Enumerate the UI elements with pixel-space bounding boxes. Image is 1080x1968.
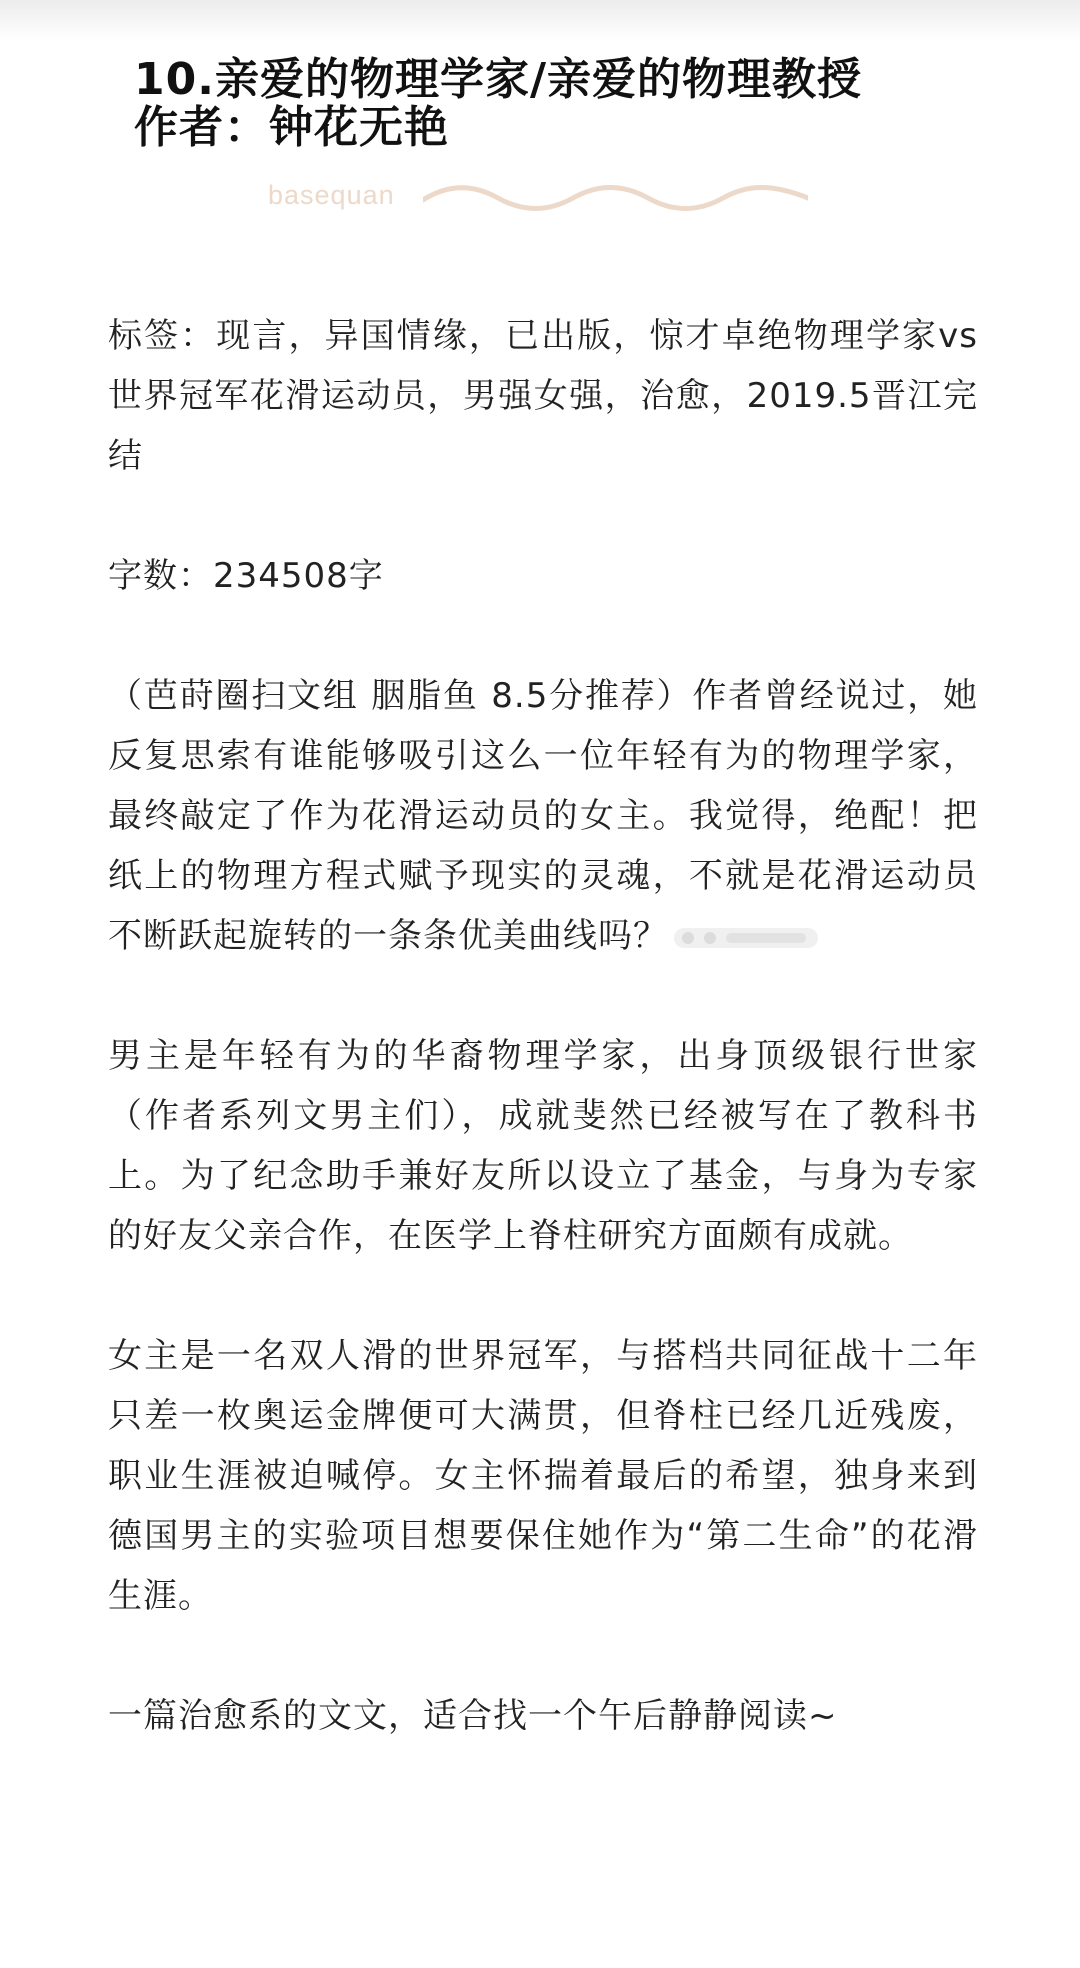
closing-paragraph: 一篇治愈系的文文，适合找一个午后静静阅读~ bbox=[108, 1696, 838, 1736]
watermark-text: basequan bbox=[268, 180, 395, 210]
male-lead-paragraph: 男主是年轻有为的华裔物理学家，出身顶级银行世家（作者系列文男主们），成就斐然已经被写在了教科书上。为了纪念助手兼好友所以设立了基金，与身为专家的好友父亲合作，在医学上脊柱研究方面颇有成就。 bbox=[108, 1036, 978, 1256]
title-line-author: 作者：钟花无艳 bbox=[134, 102, 449, 153]
page-title bbox=[134, 56, 1014, 152]
recommendation-paragraph bbox=[108, 666, 978, 966]
wave-divider-icon bbox=[423, 176, 808, 220]
title-line-book: 10.亲爱的物理学家/亲爱的物理教授 bbox=[134, 54, 863, 105]
watermark bbox=[268, 176, 808, 220]
female-lead-paragraph: 女主是一名双人滑的世界冠军，与搭档共同征战十二年只差一枚奥运金牌便可大满贯，但脊柱已经几近残废，职业生涯被迫喊停。女主怀揣着最后的希望，独身来到德国男主的实验项目想要保住她作为“第二生命”的花滑生涯。 bbox=[108, 1336, 978, 1616]
article-body bbox=[108, 306, 978, 1746]
inline-emoji-icon bbox=[672, 925, 820, 951]
word-count: 字数：234508字 bbox=[108, 556, 384, 596]
top-shadow bbox=[0, 0, 1080, 40]
tags-paragraph: 标签：现言，异国情缘，已出版，惊才卓绝物理学家vs世界冠军花滑运动员，男强女强，治愈，2019.5晋江完结 bbox=[108, 316, 978, 476]
recommendation-text: （芭莳圈扫文组 胭脂鱼 8.5分推荐）作者曾经说过，她反复思索有谁能够吸引这么一位年轻有为的物理学家，最终敲定了作为花滑运动员的女主。我觉得，绝配！把纸上的物理方程式赋予现实的灵魂，不就是花滑运动员不断跃起旋转的一条条优美曲线吗？ bbox=[108, 676, 978, 956]
